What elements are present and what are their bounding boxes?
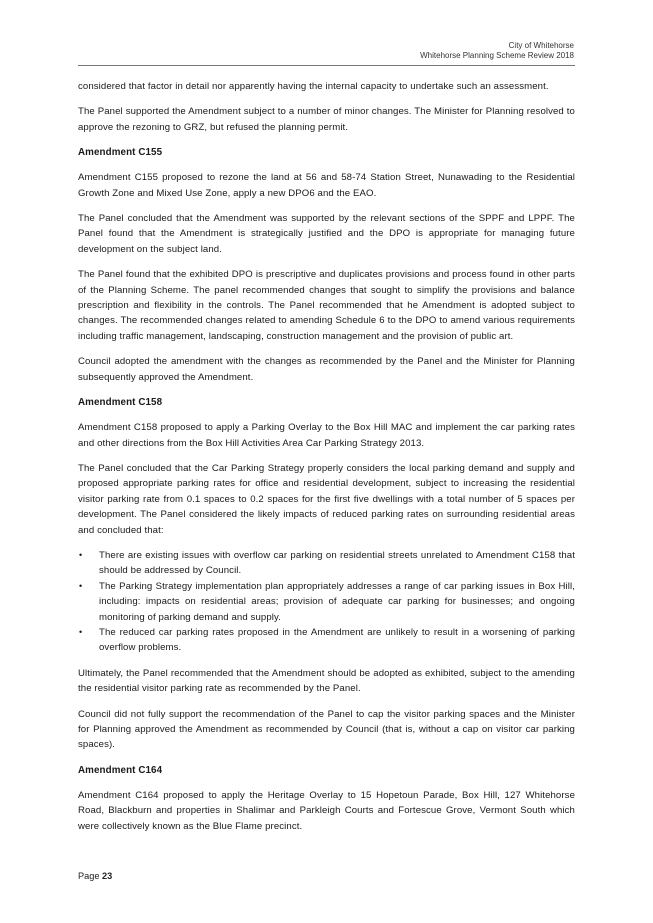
paragraph: The Panel concluded that the Amendment was supported by the relevant sections of the SPPF and LPPF. The Panel found that the Amendment is strategically justified and the DPO is appropriate for managing future development on the subject land. <box>78 213 575 255</box>
paragraph: The Panel found that the exhibited DPO is prescriptive and duplicates provisions and process found in other parts of the Planning Scheme. The panel recommended changes that sought to simplify the provisions and balance prescription and flexibility in the controls. The Panel recommended that he Amendment is adopted subject to changes. The recommended changes related to amending Schedule 6 to the DPO to amend various requirements including traffic management, landscaping, construction management and the provision of public art. <box>78 269 575 342</box>
section-heading-c155: Amendment C155 <box>78 147 163 159</box>
section-heading-c158: Amendment C158 <box>78 397 163 409</box>
header-organisation: City of Whitehorse <box>508 41 574 50</box>
section-heading-c164: Amendment C164 <box>78 764 163 776</box>
bullet-list <box>78 548 575 656</box>
list-item <box>78 625 575 656</box>
paragraph: The Panel concluded that the Car Parking Strategy properly considers the local parking demand and supply and proposed appropriate parking rates for office and residential development, subject to increasing the residential visitor parking rate from 0.1 spaces to 0.2 spaces for the first five dwellings with a total number of 5 spaces per development. The Panel considered the likely impacts of reduced parking rates on surrounding residential areas and concluded that: <box>78 462 575 536</box>
paragraph: considered that factor in detail nor apparently having the internal capacity to undertake such an assessment. <box>78 81 549 92</box>
page-footer <box>78 870 112 882</box>
paragraph: Amendment C155 proposed to rezone the land at 56 and 58-74 Station Street, Nunawading to the Residential Growth Zone and Mixed Use Zone, apply a new DPO6 and the EAO. <box>78 172 575 199</box>
paragraph: Amendment C158 proposed to apply a Parking Overlay to the Box Hill MAC and implement the car parking rates and other directions from the Box Hill Activities Area Car Parking Strategy 2013. <box>78 422 575 449</box>
paragraph: Council did not fully support the recommendation of the Panel to cap the visitor parking spaces and the Minister for Planning approved the Amendment as recommended by Council (that is, without a cap on visitor car parking spaces). <box>78 708 575 751</box>
running-header <box>420 41 574 61</box>
page-label: Page <box>78 871 100 881</box>
bullet-icon: • <box>79 580 83 591</box>
paragraph: Council adopted the amendment with the changes as recommended by the Panel and the Minister for Planning subsequently approved the Amendment. <box>78 356 575 383</box>
list-item-text: There are existing issues with overflow car parking on residential streets unrelated to Amendment C158 that should be addressed by Council. <box>99 549 575 577</box>
page-number: 23 <box>102 871 113 881</box>
list-item <box>78 579 575 625</box>
bullet-icon: • <box>79 549 83 560</box>
list-item-text: The reduced car parking rates proposed in the Amendment are unlikely to result in a worsening of parking overflow problems. <box>99 626 575 654</box>
list-item-text: The Parking Strategy implementation plan appropriately addresses a range of car parking issues in Box Hill, including: impacts on residential areas; provision of adequate car parking for businesses; and ongoing monitoring of parking demand and supply. <box>99 580 575 623</box>
paragraph: Amendment C164 proposed to apply the Heritage Overlay to 15 Hopetoun Parade, Box Hill, 127 Whitehorse Road, Blackburn and properties in Shalimar and Parkleigh Courts and Fortescue Grove, Vermont South which were collectively known as the Blue Flame precinct. <box>78 789 575 832</box>
paragraph: The Panel supported the Amendment subject to a number of minor changes. The Minister for Planning resolved to approve the rezoning to GRZ, but refused the planning permit. <box>78 106 575 133</box>
header-document-title: Whitehorse Planning Scheme Review 2018 <box>420 51 574 60</box>
page-body <box>78 79 575 844</box>
bullet-icon: • <box>79 626 83 637</box>
header-divider <box>78 65 575 66</box>
paragraph: Ultimately, the Panel recommended that the Amendment should be adopted as exhibited, subject to the amending the residential visitor parking rate as recommended by the Panel. <box>78 667 575 695</box>
list-item <box>78 548 575 579</box>
